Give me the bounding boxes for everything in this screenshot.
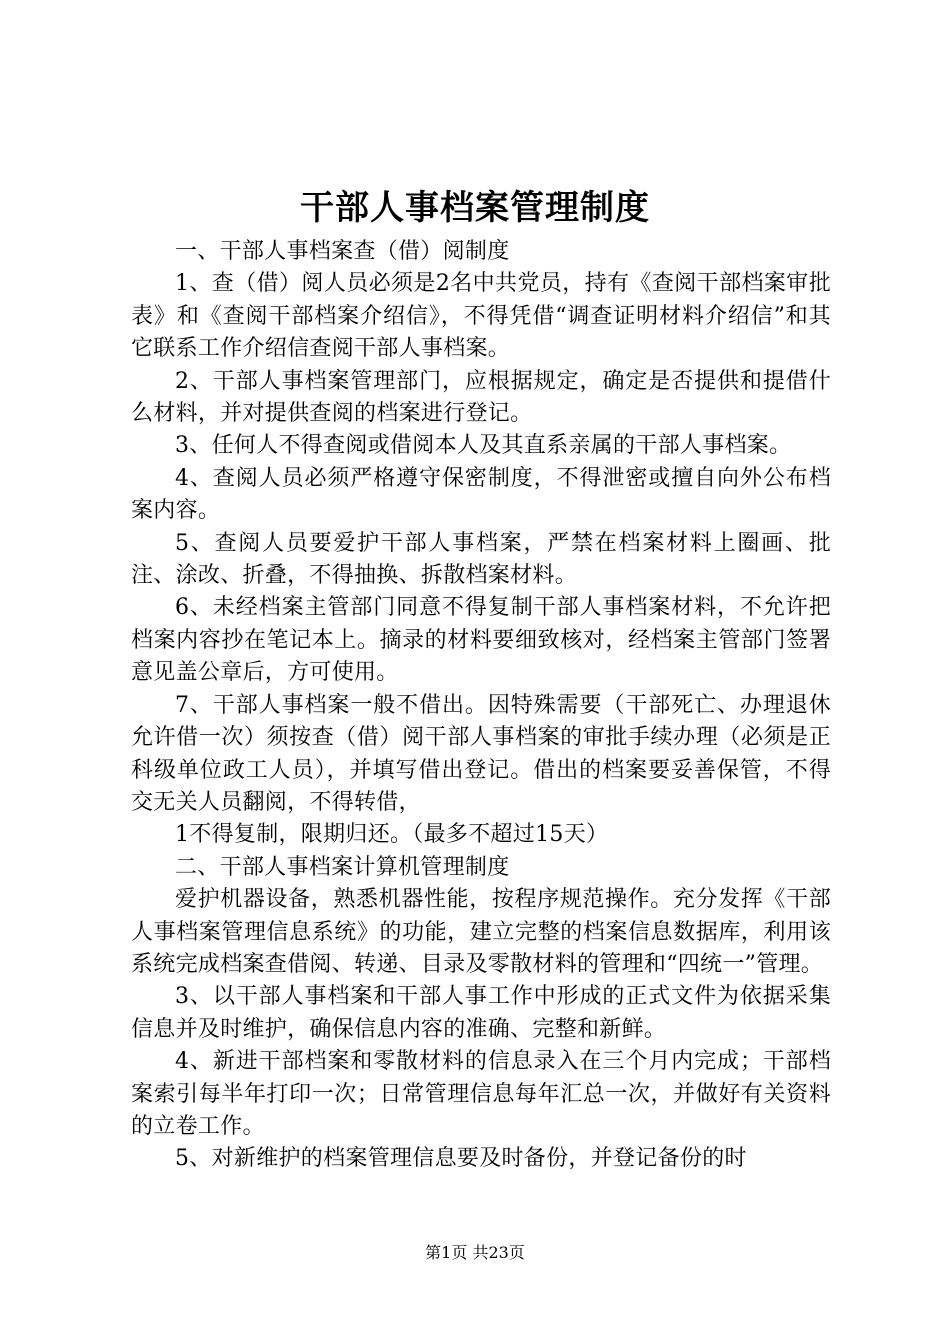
paragraph-computer-rule-3: 3、以干部人事档案和干部人事工作中形成的正式文件为依据采集信息并及时维护，确保信息内容的准确、完整和新鲜。 [131,984,831,1042]
paragraph-rule-7: 7、干部人事档案一般不借出。因特殊需要（干部死亡、办理退休允许借一次）须按查（借）阅干部人事档案的审批手续办理（必须是正科级单位政工人员），并填写借出登记。借出的档案要妥善保管，不得交无关人员翻阅，不得转借， [131,692,831,815]
document-title: 干部人事档案管理制度 [300,188,650,228]
paragraph-computer-intro: 爱护机器设备，熟悉机器性能，按程序规范操作。充分发挥《干部人事档案管理信息系统》的功能，建立完整的档案信息数据库，利用该系统完成档案查借阅、转递、目录及零散材料的管理和“四统一”管理。 [131,887,831,977]
document-body [131,236,831,1176]
paragraph-rule-4: 4、查阅人员必须严格遵守保密制度，不得泄密或擅自向外公布档案内容。 [131,465,831,524]
paragraph-rule-7-continued: 1不得复制，限期归还。（最多不超过15天） [175,822,609,848]
paragraph-computer-rule-5: 5、对新维护的档案管理信息要及时备份，并登记备份的时 [175,1146,747,1172]
paragraph-rule-2: 2、干部人事档案管理部门，应根据规定，确定是否提供和提借什么材料，并对提供查阅的档案进行登记。 [131,368,831,427]
section-heading-1: 一、干部人事档案查（借）阅制度 [175,239,510,264]
section-heading-2: 二、干部人事档案计算机管理制度 [175,854,510,880]
paragraph-rule-3: 3、任何人不得查阅或借阅本人及其直系亲属的干部人事档案。 [175,433,792,459]
paragraph-rule-5: 5、查阅人员要爱护干部人事档案，严禁在档案材料上圈画、批注、涂改、折叠，不得抽换、拆散档案材料。 [131,530,831,589]
paragraph-rule-6: 6、未经档案主管部门同意不得复制干部人事档案材料，不允许把档案内容抄在笔记本上。摘录的材料要细致核对，经档案主管部门签署意见盖公章后，方可使用。 [131,595,831,686]
paragraph-computer-rule-4: 4、新进干部档案和零散材料的信息录入在三个月内完成；干部档案索引每半年打印一次；日常管理信息每年汇总一次，并做好有关资料的立卷工作。 [131,1049,831,1139]
paragraph-rule-1: 1、查（借）阅人员必须是2名中共党员，持有《查阅干部档案审批表》和《查阅干部档案介绍信》，不得凭借“调查证明材料介绍信”和其它联系工作介绍信查阅干部人事档案。 [131,271,831,362]
page-footer: 第1页 共23页 [425,1243,525,1262]
